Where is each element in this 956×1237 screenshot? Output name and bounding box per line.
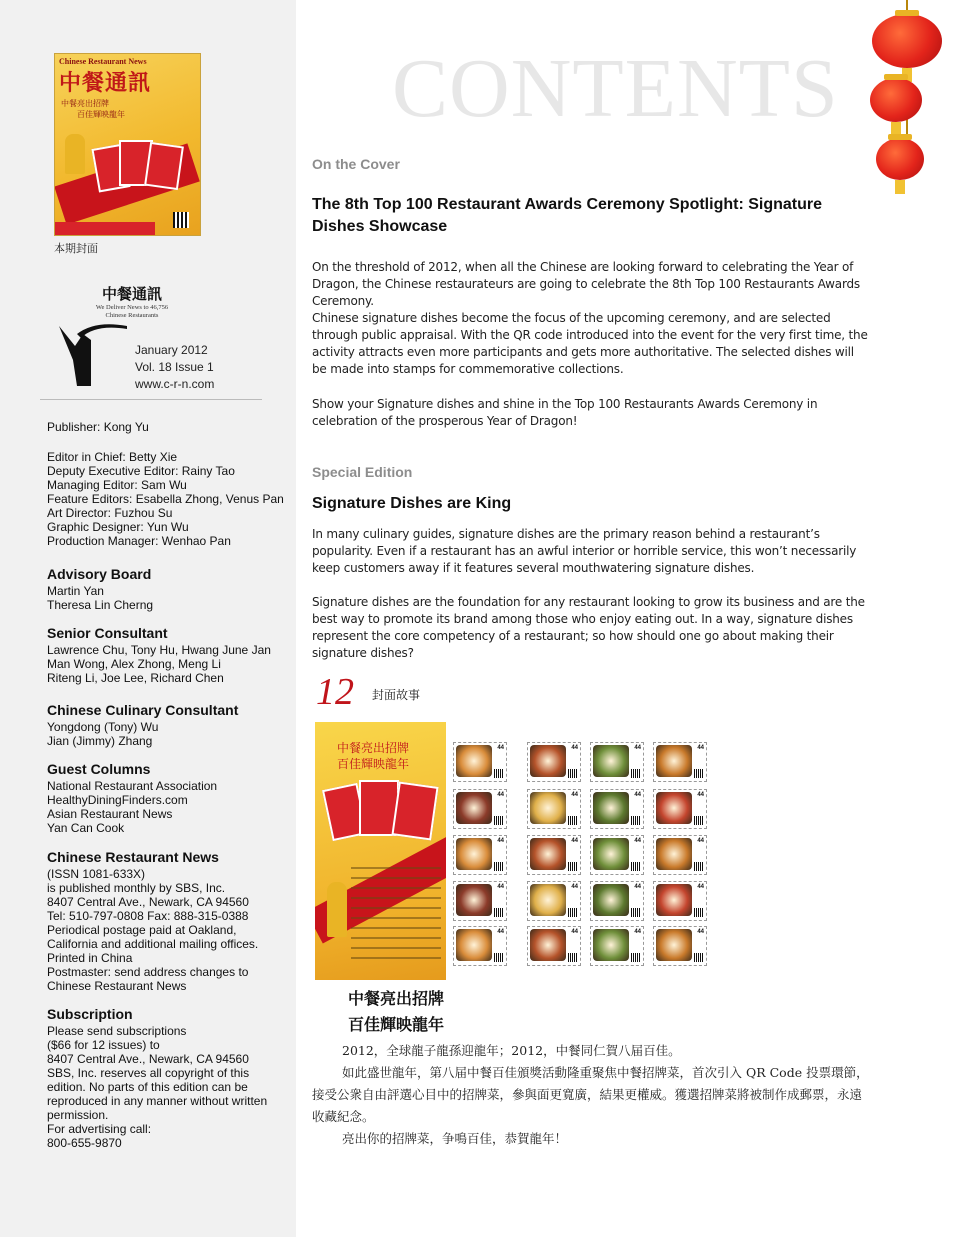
senior-line: Lawrence Chu, Tony Hu, Hwang June Jan: [47, 643, 271, 657]
qr-code-icon: [568, 862, 577, 871]
food-stamp: [653, 881, 707, 921]
issue-info: [135, 342, 214, 393]
poster-card: [391, 781, 438, 840]
advisory-line: Theresa Lin Cherng: [47, 598, 154, 612]
qr-code-icon: [494, 908, 503, 917]
cover-headline-line-1: The 8th Top 100 Restaurant Awards Ceremony Spotlight: Signature: [312, 196, 823, 213]
stamp-value: 44: [697, 884, 704, 890]
stamp-value: 44: [497, 884, 504, 890]
crn-line: California and additional mailing offices.: [47, 937, 259, 951]
staff-line: Managing Editor: Sam Wu: [47, 478, 187, 492]
cover-masthead-cn: 中餐通訊: [59, 70, 152, 96]
crn-line: (ISSN 1081-633X): [47, 867, 146, 881]
qr-code-icon: [694, 816, 703, 825]
food-stamp: [453, 835, 507, 875]
cover-masthead-en: Chinese Restaurant News: [59, 57, 147, 66]
cover-headline-line-2: Dishes Showcase: [312, 218, 448, 235]
food-photo: [530, 745, 566, 777]
logo-cn: 中餐通訊: [101, 285, 162, 303]
subscription-line: ($66 for 12 issues) to: [47, 1038, 160, 1052]
crn-line: Chinese Restaurant News: [47, 979, 187, 993]
subscription-line: For advertising call:: [47, 1122, 152, 1136]
crn-line: Printed in China: [47, 951, 133, 965]
cover-paragraph: Show your Signature dishes and shine in the Top 100 Restaurants Awards Ceremony in celebration of the prosperous Year of Dragon!: [312, 397, 818, 428]
lantern-cap: [895, 10, 919, 16]
qr-code-icon: [494, 816, 503, 825]
qr-code-icon: [568, 816, 577, 825]
magazine-logo: [92, 283, 172, 320]
food-photo: [656, 929, 692, 961]
lantern-icon: [870, 78, 922, 122]
food-stamp: [453, 881, 507, 921]
stamp-value: 44: [497, 792, 504, 798]
food-photo: [456, 884, 492, 916]
crn-line: Postmaster: send address changes to: [47, 965, 249, 979]
food-stamp: [653, 789, 707, 829]
food-stamp: [653, 835, 707, 875]
culinary-line: Jian (Jimmy) Zhang: [47, 734, 153, 748]
lantern-cap: [884, 74, 908, 80]
food-photo: [593, 838, 629, 870]
stamp-value: 44: [697, 792, 704, 798]
food-photo: [530, 838, 566, 870]
subscription-line: 800-655-9870: [47, 1136, 122, 1150]
subscription-heading: Subscription: [47, 1006, 133, 1022]
food-photo: [530, 792, 566, 824]
stamp-value: 44: [634, 929, 641, 935]
cover-story-label: 封面故事: [372, 688, 421, 702]
waiter-silhouette-icon: [55, 316, 131, 386]
cover-tagline-2: 百佳輝映龍年: [77, 110, 125, 119]
food-stamp: [453, 742, 507, 782]
food-photo: [656, 884, 692, 916]
qr-code-icon: [173, 212, 189, 228]
stamp-value: 44: [634, 838, 641, 844]
guest-heading: Guest Columns: [47, 761, 151, 777]
staff-line: Art Director: Fuzhou Su: [47, 506, 173, 520]
stamp-value: 44: [497, 838, 504, 844]
qr-code-icon: [694, 953, 703, 962]
sidebar: [0, 0, 296, 1237]
food-photo: [593, 884, 629, 916]
stamp-value: 44: [497, 929, 504, 935]
poster-line-1: 中餐亮出招牌: [337, 741, 410, 755]
special-paragraph: Signature dishes are the foundation for any restaurant looking to grow its business and are the best way to promote its brand among those who enjoy eating out. In a way, signature dishes represent the core competency of a restaurant; so how should one go about making their signature dishes?: [312, 595, 865, 660]
senior-line: Riteng Li, Joe Lee, Richard Chen: [47, 671, 224, 685]
subscription-line: permission.: [47, 1108, 109, 1122]
qr-code-icon: [631, 862, 640, 871]
subscription-line: reproduced in any manner without written: [47, 1094, 268, 1108]
guest-columns: [47, 761, 217, 835]
subscription-line: Please send subscriptions: [47, 1024, 187, 1038]
guest-line: HealthyDiningFinders.com: [47, 793, 188, 807]
staff-line: Graphic Designer: Yun Wu: [47, 520, 189, 534]
food-stamp: [590, 835, 644, 875]
lantern-icon: [872, 14, 942, 68]
subscription-line: edition. No parts of this edition can be: [47, 1080, 248, 1094]
cn-headline-1: 中餐亮出招牌: [348, 989, 445, 1008]
food-stamp: [527, 881, 581, 921]
senior-consultant: [47, 625, 271, 685]
stamp-value: 44: [571, 929, 578, 935]
food-photo: [456, 745, 492, 777]
lantern-icon: [876, 138, 924, 180]
cover-thumbnail-image: [54, 53, 201, 236]
cn-paragraph: 2012，全球龍子龍孫迎龍年；2012，中餐同仁賀八届百佳。: [342, 1043, 681, 1058]
food-stamp: [453, 926, 507, 966]
crn-line: Tel: 510-797-0808 Fax: 888-315-0388: [47, 909, 249, 923]
food-stamp: [527, 742, 581, 782]
food-stamp: [527, 835, 581, 875]
food-photo: [656, 745, 692, 777]
cover-footer-strip: [55, 222, 155, 235]
senior-heading: Senior Consultant: [47, 625, 168, 641]
guest-line: Asian Restaurant News: [47, 807, 173, 821]
crn-line: Periodical postage paid at Oakland,: [47, 923, 237, 937]
crn-line: is published monthly by SBS, Inc.: [47, 881, 226, 895]
crn-info: [47, 849, 258, 993]
food-stamp: [453, 789, 507, 829]
culinary-consultant: [47, 702, 238, 748]
food-stamp: [590, 742, 644, 782]
subscription-line: 8407 Central Ave., Newark, CA 94560: [47, 1052, 249, 1066]
stamp-value: 44: [571, 838, 578, 844]
crn-line: 8407 Central Ave., Newark, CA 94560: [47, 895, 249, 909]
cn-paragraph: 亮出你的招牌菜，争鳴百佳，恭賀龍年！: [342, 1131, 568, 1146]
advisory-board: [47, 566, 153, 612]
advisory-line: Martin Yan: [47, 584, 104, 598]
culinary-line: Yongdong (Tony) Wu: [47, 720, 159, 734]
cn-paragraph: 如此盛世龍年，第八届中餐百佳頒獎活動隆重聚焦中餐招牌菜，首次引入 QR Code 投票環節，接受公衆自由評選心目中的招牌菜，參與面更寬廣，結果更權威。獲選招牌菜將被制作成郵票，永遠收藏紀念。: [312, 1065, 869, 1124]
staff-line: Production Manager: Wenhao Pan: [47, 534, 231, 548]
logo-en-line-2: Chinese Restaurants: [105, 312, 159, 319]
qr-code-icon: [568, 769, 577, 778]
food-photo: [656, 792, 692, 824]
stamp-value: 44: [571, 884, 578, 890]
qr-code-icon: [631, 816, 640, 825]
qr-code-icon: [568, 908, 577, 917]
food-photo: [530, 929, 566, 961]
poster-line-2: 百佳輝映龍年: [337, 757, 410, 771]
issue-volume: Vol. 18 Issue 1: [135, 360, 214, 374]
qr-code-icon: [631, 953, 640, 962]
food-photo: [456, 838, 492, 870]
cover-paragraph: On the threshold of 2012, when all the Chinese are looking forward to celebrating the Year of Dragon, the Chinese restaurateurs are going to celebrate the 8th Top 100 Restaurants Awards Ceremony.: [312, 260, 860, 308]
lantern-cap: [888, 134, 912, 140]
stamp-value: 44: [571, 792, 578, 798]
special-edition-label: Special Edition: [312, 464, 413, 480]
food-photo: [593, 792, 629, 824]
senior-line: Man Wong, Alex Zhong, Meng Li: [47, 657, 221, 671]
lantern-tassel: [895, 180, 905, 194]
stamp-value: 44: [697, 745, 704, 751]
issue-date: January 2012: [135, 343, 208, 357]
qr-code-icon: [631, 769, 640, 778]
guest-line: Yan Can Cook: [47, 821, 125, 835]
culinary-heading: Chinese Culinary Consultant: [47, 702, 239, 718]
divider: [40, 399, 262, 400]
staff-list: [47, 450, 284, 548]
cover-story-poster-image: [315, 722, 446, 980]
qr-code-icon: [694, 769, 703, 778]
qr-code-icon: [494, 953, 503, 962]
qr-code-icon: [631, 908, 640, 917]
food-stamp: [527, 926, 581, 966]
staff-line: Editor in Chief: Betty Xie: [47, 450, 178, 464]
contents-title: CONTENTS: [392, 42, 839, 135]
advisory-heading: Advisory Board: [47, 566, 152, 582]
poster-fine-print: [351, 867, 441, 967]
stamp-value: 44: [697, 929, 704, 935]
food-stamp: [653, 742, 707, 782]
cn-headline-2: 百佳輝映龍年: [348, 1015, 445, 1034]
food-photo: [593, 929, 629, 961]
crn-heading: Chinese Restaurant News: [47, 849, 219, 865]
stamp-value: 44: [571, 745, 578, 751]
publisher: Publisher: Kong Yu: [47, 420, 149, 434]
special-headline: Signature Dishes are King: [312, 495, 512, 512]
issue-website[interactable]: www.c-r-n.com: [135, 377, 215, 391]
trophy-icon: [327, 882, 347, 937]
stamp-value: 44: [634, 745, 641, 751]
food-photo: [593, 745, 629, 777]
qr-code-icon: [568, 953, 577, 962]
page-number: 12: [316, 671, 354, 713]
food-photo: [530, 884, 566, 916]
stamp-value: 44: [697, 838, 704, 844]
special-paragraph: In many culinary guides, signature dishes are the primary reason behind a restaurant’s popularity. Even if a restaurant has an awful interior or horrible service, this won’t necessarily keep customers away if it features several mouthwatering signature dishes.: [312, 527, 857, 575]
food-stamp: [590, 881, 644, 921]
food-stamp: [590, 789, 644, 829]
qr-code-icon: [694, 862, 703, 871]
stamp-value: 44: [497, 745, 504, 751]
cover-card: [144, 142, 184, 190]
subscription-line: SBS, Inc. reserves all copyright of this: [47, 1066, 250, 1080]
stamp-value: 44: [634, 884, 641, 890]
cover-tagline-1: 中餐亮出招牌: [61, 99, 109, 108]
cover-caption: 本期封面: [54, 242, 98, 255]
food-photo: [456, 792, 492, 824]
trophy-icon: [65, 134, 85, 174]
qr-code-icon: [494, 862, 503, 871]
food-photo: [456, 929, 492, 961]
food-photo: [656, 838, 692, 870]
cover-paragraph: Chinese signature dishes become the focus of the upcoming ceremony, and are selected through public appraisal. With the QR code introduced into the event for the very first time, the activity attracts even more participants and gets more authoritative. The selected dishes will be made into stamps for commemorative collections.: [312, 311, 868, 376]
on-the-cover-label: On the Cover: [312, 156, 400, 172]
qr-code-icon: [694, 908, 703, 917]
food-stamp: [527, 789, 581, 829]
staff-line: Deputy Executive Editor: Rainy Tao: [47, 464, 235, 478]
food-stamp: [590, 926, 644, 966]
staff-line: Feature Editors: Esabella Zhong, Venus Pan: [47, 492, 284, 506]
subscription-info: [47, 1006, 267, 1150]
stamp-value: 44: [634, 792, 641, 798]
qr-code-icon: [494, 769, 503, 778]
guest-line: National Restaurant Association: [47, 779, 218, 793]
food-stamp: [653, 926, 707, 966]
logo-en-line-1: We Deliver News to 46,756: [95, 304, 169, 311]
